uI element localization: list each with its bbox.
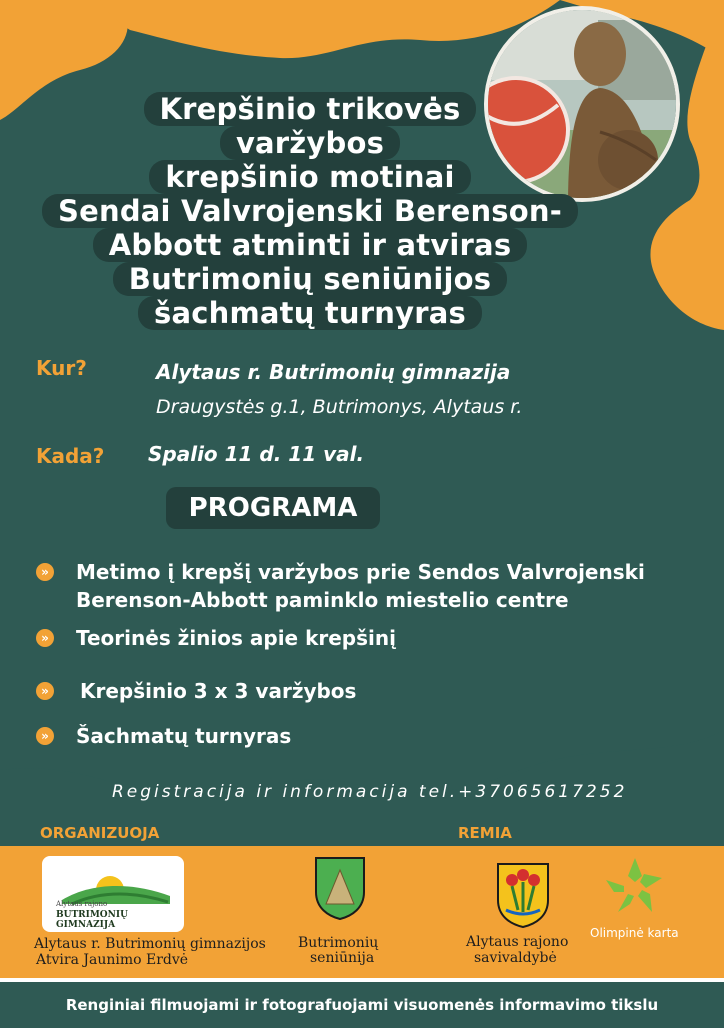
title-line: Krepšinio trikovės xyxy=(144,92,477,126)
olympic-caption: Olimpinė karta xyxy=(590,926,679,940)
program-item-text: Berenson-Abbott paminklo miestelio centre xyxy=(76,588,569,612)
title-line: Abbott atminti ir atviras xyxy=(93,228,528,262)
title-line: Butrimonių seniūnijos xyxy=(113,262,507,296)
municipality-coat-of-arms-icon xyxy=(496,862,550,928)
chevron-right-icon: » xyxy=(36,682,54,700)
registration-info: Registracija ir informacija tel.+37065617252 xyxy=(112,782,628,802)
title-line: šachmatų turnyras xyxy=(138,296,482,330)
program-item-text: Šachmatų turnyras xyxy=(76,724,292,748)
title-line: varžybos xyxy=(220,126,400,160)
organizers-heading: ORGANIZUOJA xyxy=(40,824,160,842)
municipality-caption-2: savivaldybė xyxy=(474,950,557,966)
eldership-coat-of-arms-icon xyxy=(314,856,366,920)
event-title xyxy=(0,92,620,330)
chevron-right-icon: » xyxy=(36,563,54,581)
where-place: Alytaus r. Butrimonių gimnazija xyxy=(156,360,511,384)
program-item-text: Teorinės žinios apie krepšinį xyxy=(76,626,396,650)
school-logo-name: BUTRIMONIŲ GIMNAZIJA xyxy=(56,910,128,930)
program-item-text: Krepšinio 3 x 3 varžybos xyxy=(80,679,357,703)
where-label: Kur? xyxy=(36,356,87,380)
when-label: Kada? xyxy=(36,444,105,468)
title-line: krepšinio motinai xyxy=(149,160,470,194)
footer-notice: Renginiai filmuojami ir fotografuojami visuomenės informavimo tikslu xyxy=(0,978,724,1024)
sponsors-heading: REMIA xyxy=(458,824,512,842)
eldership-caption-1: Butrimonių xyxy=(298,935,379,951)
when-value: Spalio 11 d. 11 val. xyxy=(148,442,365,466)
school-caption-2: Atvira Jaunimo Erdvė xyxy=(36,952,189,968)
municipality-caption-1: Alytaus rajono xyxy=(466,934,569,950)
school-logo xyxy=(42,856,184,932)
where-address: Draugystės g.1, Butrimonys, Alytaus r. xyxy=(156,396,523,418)
school-logo-small-text: Alytaus rajono xyxy=(56,900,108,908)
eldership-caption-2: seniūnija xyxy=(310,950,375,966)
program-item-text: Metimo į krepšį varžybos prie Sendos Valvrojenski xyxy=(76,560,645,584)
school-caption-1: Alytaus r. Butrimonių gimnazijos xyxy=(34,936,266,952)
olympic-generation-logo-icon xyxy=(600,852,670,922)
title-line: Sendai Valvrojenski Berenson- xyxy=(42,194,578,228)
chevron-right-icon: » xyxy=(36,629,54,647)
program-heading: PROGRAMA xyxy=(166,487,380,529)
chevron-right-icon: » xyxy=(36,727,54,745)
